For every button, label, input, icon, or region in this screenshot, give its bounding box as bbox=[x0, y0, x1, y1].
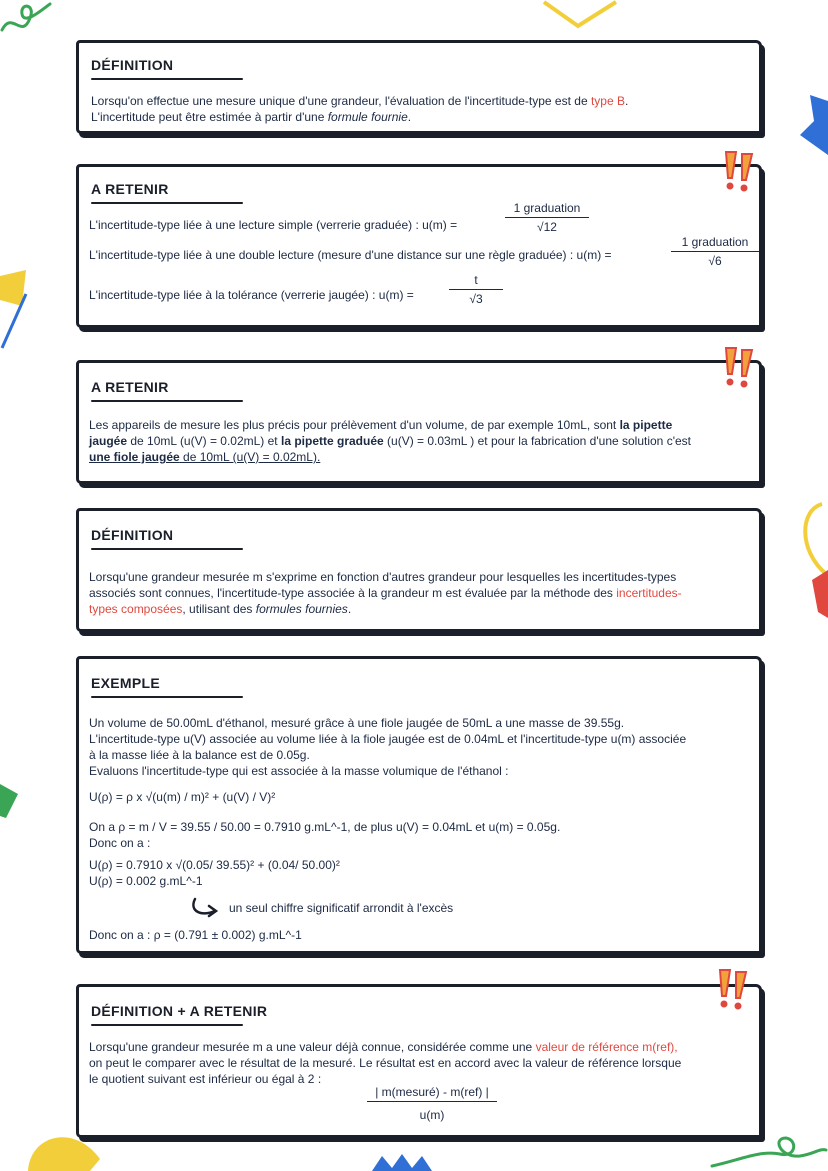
definition-box-2 bbox=[76, 508, 762, 632]
retenir-box-2 bbox=[76, 360, 762, 484]
definition-text: Lorsqu'une grandeur mesurée m s'exprime en fonction d'autres grandeur pour lesquelles les incertitudes-types associés sont connues, l'incertitude-type associée à la grandeur m est évaluée par la méthode des incertitudes- types composées, utilisant des formules fournies. bbox=[89, 570, 682, 616]
formula-row-tolerance: L'incertitude-type liée à la tolérance (verrerie jaugée) : u(m) = bbox=[89, 288, 414, 302]
green-squiggle-decoration bbox=[0, 0, 60, 40]
title-underline bbox=[91, 202, 243, 204]
retenir-box-1 bbox=[76, 164, 762, 328]
double-exclamation-icon bbox=[718, 346, 758, 390]
formula-row-simple: L'incertitude-type liée à une lecture simple (verrerie graduée) : u(m) = bbox=[89, 218, 458, 232]
title-underline bbox=[91, 548, 243, 550]
section-title: DÉFINITION bbox=[91, 57, 174, 73]
double-exclamation-icon bbox=[712, 968, 752, 1012]
double-exclamation-icon bbox=[718, 150, 758, 194]
calculation-text: On a ρ = m / V = 39.55 / 50.00 = 0.7910 g.mL^-1, de plus u(V) = 0.04mL et u(m) = 0.05g. Donc on a : bbox=[89, 820, 561, 850]
retenir-text: Les appareils de mesure les plus précis pour prélèvement d'un volume, de par exemple 10mL, sont la pipette jaugée de 10mL (u(V) = 0.02mL) et la pipette graduée (u(V) = 0.03mL ) et pour la fabrication d'une solution c'est une fiole jaugée de 10mL (u(V) = 0.02mL). bbox=[89, 418, 691, 464]
formula-general: U(ρ) = ρ x √(u(m) / m)² + (u(V) / V)² bbox=[89, 790, 276, 804]
section-title: DÉFINITION + A RETENIR bbox=[91, 1003, 268, 1019]
title-underline bbox=[91, 78, 243, 80]
final-result: Donc on a : ρ = (0.791 ± 0.002) g.mL^-1 bbox=[89, 928, 302, 942]
definition-box-1 bbox=[76, 40, 762, 134]
curved-arrow-icon bbox=[189, 897, 221, 919]
fraction-simple: 1 graduation √12 bbox=[505, 201, 589, 234]
title-underline bbox=[91, 696, 243, 698]
fraction-double: 1 graduation √6 bbox=[671, 235, 759, 268]
formula-numeric: U(ρ) = 0.7910 x √(0.05/ 39.55)² + (0.04/ 50.00)² bbox=[89, 858, 340, 872]
title-underline bbox=[91, 400, 243, 402]
section-title: DÉFINITION bbox=[91, 527, 174, 543]
blue-zigzag-decoration bbox=[372, 1150, 432, 1171]
example-statement: Un volume de 50.00mL d'éthanol, mesuré grâce à une fiole jaugée de 50mL a une masse de 39.55g. L'incertitude-type u(V) associée au volume liée à la fiole jaugée est de 0.04mL et l'incertitude-type u(m) associée à la masse liée à la balance est de 0.05g. Evaluons l'incertitude-type qui est associée à la masse volumique de l'éthanol : bbox=[89, 716, 687, 778]
formula-row-double: L'incertitude-type liée à une double lecture (mesure d'une distance sur une règle graduée) : u(m) = bbox=[89, 248, 612, 262]
section-title: A RETENIR bbox=[91, 181, 169, 197]
rounding-note: un seul chiffre significatif arrondit à l'excès bbox=[229, 901, 454, 915]
type-b-highlight: type B bbox=[590, 94, 625, 108]
yellow-chevron-decoration bbox=[540, 0, 620, 30]
section-title: EXEMPLE bbox=[91, 675, 161, 691]
example-box bbox=[76, 656, 762, 954]
definition-text: Lorsqu'on effectue une mesure unique d'une grandeur, l'évaluation de l'incertitude-type est de type B. L'incertitude peut être estimée à partir d'une formule fournie. bbox=[91, 94, 629, 124]
title-underline bbox=[91, 1024, 243, 1026]
comparison-quotient: | m(mesuré) - m(ref) | u(m) bbox=[367, 1085, 497, 1122]
yellow-red-decoration bbox=[792, 500, 828, 620]
blue-shape-decoration bbox=[800, 95, 828, 155]
fraction-tolerance: t √3 bbox=[449, 273, 503, 306]
definition-retenir-box bbox=[76, 984, 762, 1138]
section-title: A RETENIR bbox=[91, 379, 169, 395]
green-shape-decoration bbox=[0, 780, 20, 820]
formula-result: U(ρ) = 0.002 g.mL^-1 bbox=[89, 874, 203, 888]
definition-text: Lorsqu'une grandeur mesurée m a une valeur déjà connue, considérée comme une valeur de référence m(ref), on peut le comparer avec le résultat de la mesuré. Le résultat est en accord avec la valeur de référence lorsque le quotient suivant est inférieur ou égal à 2 : bbox=[89, 1040, 682, 1086]
yellow-blue-decoration bbox=[0, 270, 30, 350]
